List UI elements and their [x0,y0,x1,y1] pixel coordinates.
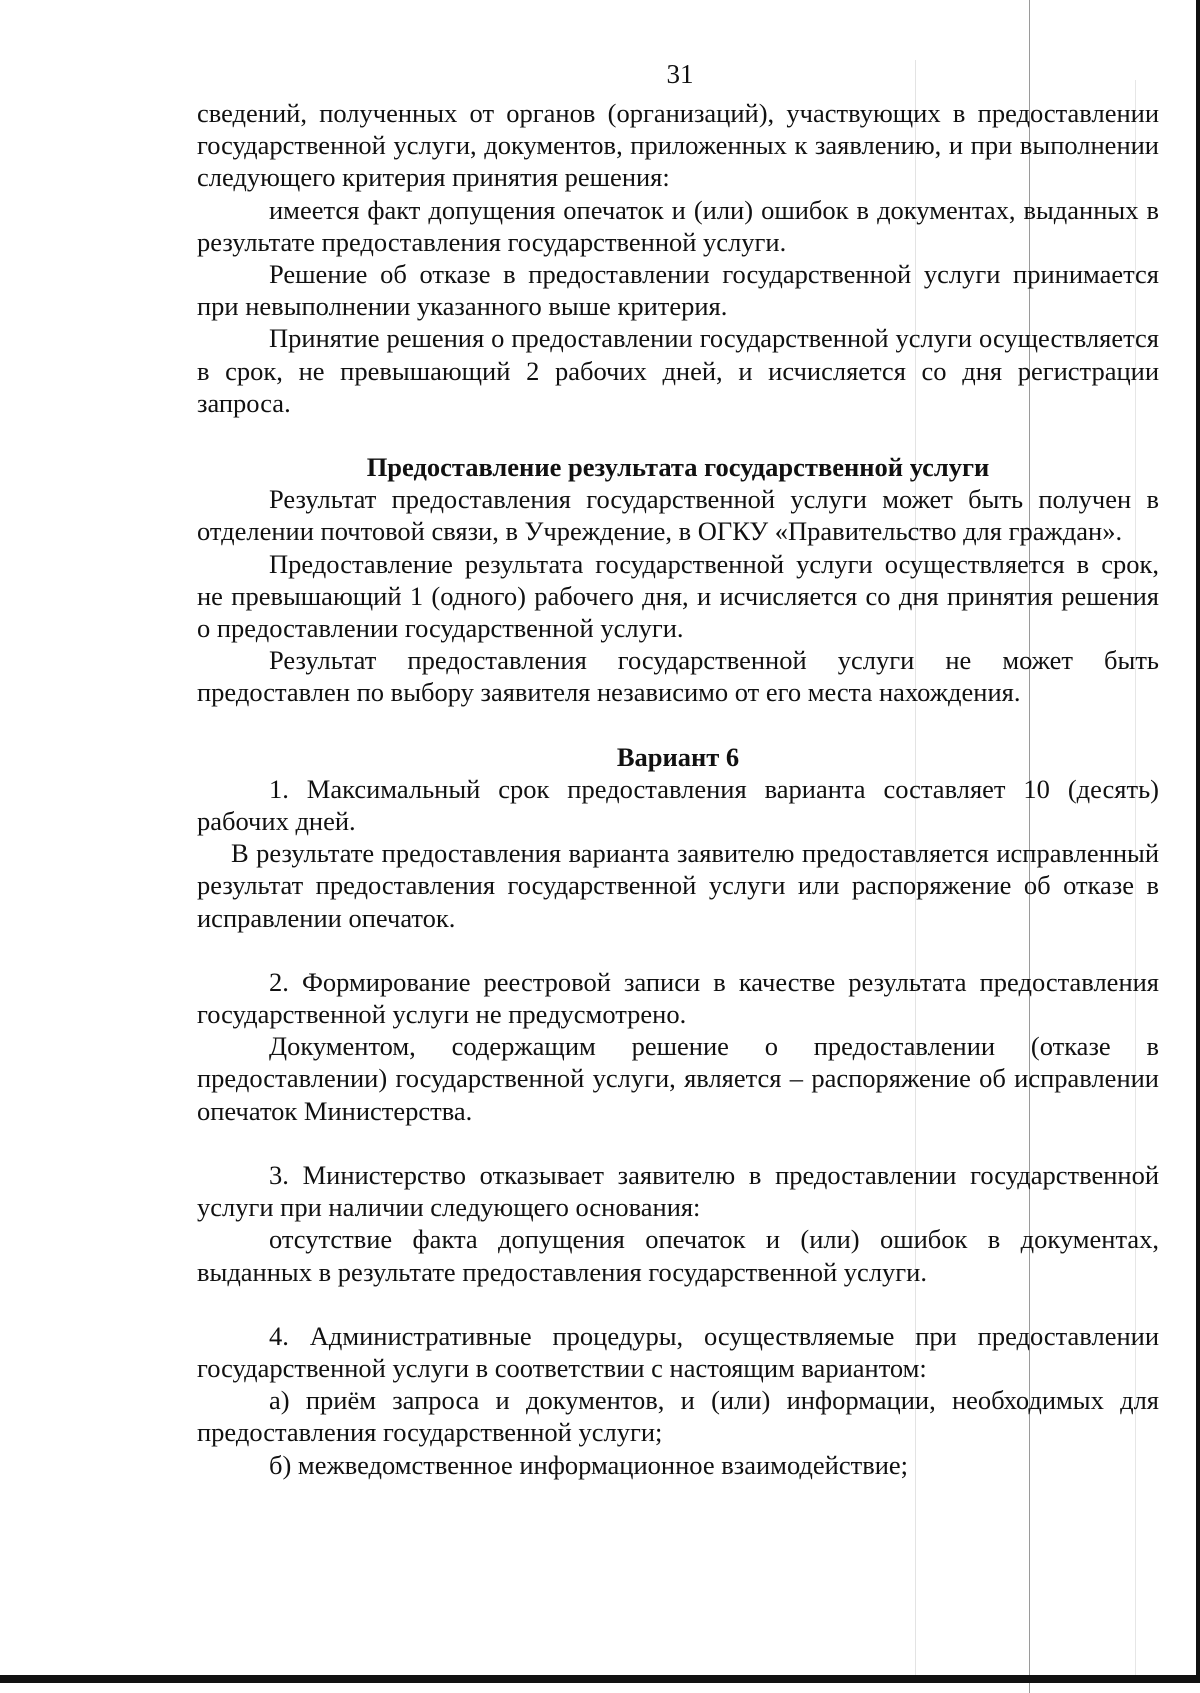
paragraph: 4. Административные процедуры, осуществляемые при предоставлении государственной услуги в соответствии с настоящим вариантом: [197,1320,1159,1383]
paragraph: 2. Формирование реестровой записи в качестве результата предоставления государственной услуги не предусмотрено. [197,966,1159,1030]
spacer [197,419,1159,451]
spacer [197,709,1159,741]
paragraph: имеется факт допущения опечаток и (или) ошибок в документах, выданных в результате предоставления государственной услуги. [197,194,1159,257]
section-heading: Вариант 6 [616,741,740,772]
paragraph: Результат предоставления государственной услуги может быть получен в отделении почтовой связи, в Учреждение, в ОГКУ «Правительство для граждан». [197,484,1159,547]
spacer [197,934,1159,966]
paragraph: Результат предоставления государственной услуги не может быть предоставлен по выбору заявителя независимо от его места нахождения. [197,645,1159,708]
paragraph: сведений, полученных от органов (организаций), участвующих в предоставлении государственной услуги, документов, приложенных к заявлению, и при выполнении следующего критерия принятия решения: [197,98,1159,193]
paragraph: а) приём запроса и документов, и (или) информации, необходимых для предоставления государственной услуги; [197,1385,1159,1448]
paragraph: 3. Министерство отказывает заявителю в предоставлении государственной услуги при наличии следующего основания: [197,1159,1159,1223]
scan-border [1196,0,1200,1683]
paragraph: Принятие решения о предоставлении государственной услуги осуществляется в срок, не превышающий 2 рабочих дней, и исчисляется со дня регистрации запроса. [197,323,1159,418]
spacer [197,1288,1159,1320]
paragraph: Предоставление результата государственной услуги осуществляется в срок, не превышающий 1 (одного) рабочего дня, и исчисляется со дня принятия решения о предоставлении государственной услуги. [197,548,1159,644]
page-number: 31 [666,59,694,89]
paragraph: отсутствие факта допущения опечаток и (или) ошибок в документах, выданных в результате предоставления государственной услуги. [197,1224,1159,1287]
paragraph: б) межведомственное информационное взаимодействие; [269,1449,909,1480]
document-body [197,97,1159,1481]
section-heading: Предоставление результата государственной услуги [366,452,990,483]
paragraph: Документом, содержащим решение о предоставлении (отказе в предоставлении) государственной услуги, является – распоряжение об исправлении опечаток Министерства. [197,1031,1159,1126]
paragraph: 1. Максимальный срок предоставления варианта составляет 10 (десять) рабочих дней. [197,773,1159,837]
paragraph: В результате предоставления варианта заявителю предоставляется исправленный результат предоставления государственной услуги или распоряжение об отказе в исправлении опечаток. [197,838,1159,933]
paragraph: Решение об отказе в предоставлении государственной услуги принимается при невыполнении указанного выше критерия. [197,259,1159,322]
scan-border [0,1675,1200,1683]
spacer [197,1127,1159,1159]
